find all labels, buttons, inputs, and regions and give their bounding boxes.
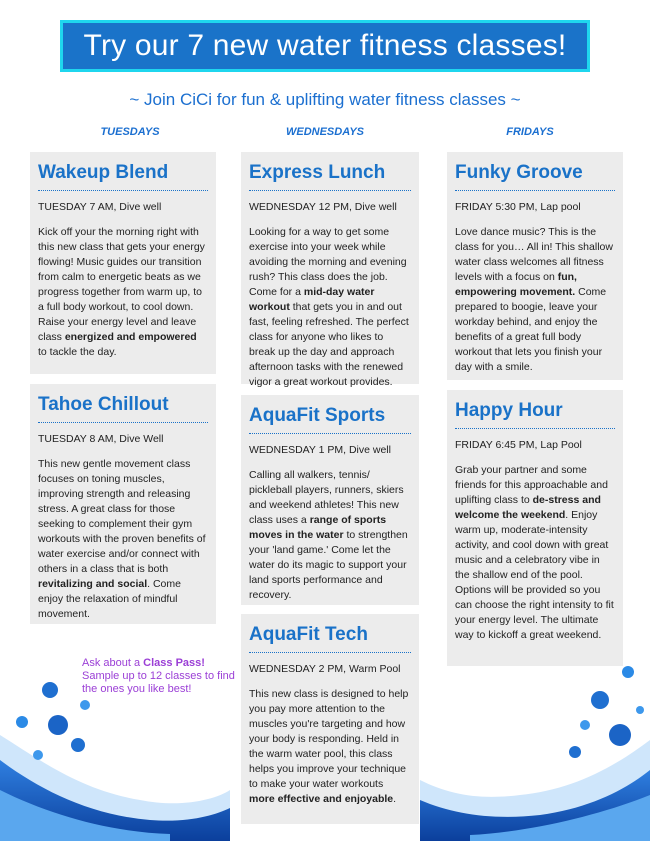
class-card-happy-hour <box>447 390 623 666</box>
class-description <box>38 225 208 360</box>
text-run: Looking for a way to get some exercise into your week while avoiding the morning and evening rush? This class does the job. Come for a <box>249 226 407 298</box>
class-schedule: WEDNESDAY 12 PM, Dive well <box>249 201 397 213</box>
text-run: Come prepared to boogie, leave your workday behind, and enjoy the benefits of a great full body workout that lets you finish your day with a smile. <box>455 286 607 373</box>
text-run: to tackle the day. <box>38 346 117 358</box>
class-description <box>38 457 208 622</box>
class-schedule: TUESDAY 7 AM, Dive well <box>38 201 162 213</box>
emphasis-text: de-stress and welcome the weekend <box>455 494 601 521</box>
class-description <box>249 687 411 807</box>
subtitle: ~ Join CiCi for fun & uplifting water fitness classes ~ <box>129 90 521 109</box>
text-run: Ask about a <box>82 657 144 669</box>
class-schedule: WEDNESDAY 1 PM, Dive well <box>249 444 391 456</box>
class-title: Wakeup Blend <box>38 162 208 191</box>
class-card-tahoe-chillout <box>30 384 216 624</box>
emphasis-text: Class Pass! <box>143 657 205 669</box>
emphasis-text: range of sports moves in the water <box>249 514 387 541</box>
class-card-funky-groove <box>447 152 623 380</box>
class-title: AquaFit Tech <box>249 624 411 653</box>
class-title: AquaFit Sports <box>249 405 411 434</box>
class-card-wakeup-blend <box>30 152 216 374</box>
text-run: This new gentle movement class focuses on toning muscles, improving strength and releasing stress. A great class for those seeking to complement their gym workouts with the proven benefits of water exercise and/or connect with others in a class that is both <box>38 458 206 575</box>
text-run: . <box>393 793 397 805</box>
text-run: Grab your partner and some friends for this approachable and uplifting class to <box>455 464 608 506</box>
class-card-aquafit-tech <box>241 614 419 824</box>
class-description <box>249 468 411 603</box>
emphasis-text: mid-day water workout <box>249 286 375 313</box>
day-header-fridays: FRIDAYS <box>506 126 554 138</box>
text-run: Sample up to 12 classes to find the ones you like best! <box>82 670 235 695</box>
text-run: to strengthen your 'land game.' Come let the water do its magic to support your land sports performance and recovery. <box>249 529 408 601</box>
class-description <box>249 225 411 390</box>
class-card-express-lunch <box>241 152 419 388</box>
class-schedule: FRIDAY 5:30 PM, Lap pool <box>455 201 581 213</box>
banner-title: Try our 7 new water fitness classes! <box>60 20 590 72</box>
class-schedule: TUESDAY 8 AM, Dive Well <box>38 433 164 445</box>
emphasis-text: fun, empowering movement. <box>455 271 577 298</box>
class-title: Happy Hour <box>455 400 615 429</box>
class-description <box>455 463 615 643</box>
text-run: Kick off your the morning right with this new class that gets your energy flowing! Music guides our transition from calm to energetic beats as we progress together from warm up, to a full body workout, to cool down. Raise your energy level and leave class <box>38 226 205 343</box>
class-title: Tahoe Chillout <box>38 394 208 423</box>
emphasis-text: more effective and enjoyable <box>249 793 394 805</box>
text-run: Calling all walkers, tennis/ pickleball players, runners, skiers and weekend athletes! This new class uses a <box>249 469 404 526</box>
day-header-tuesdays: TUESDAYS <box>100 126 160 138</box>
class-card-aquafit-sports <box>241 395 419 605</box>
text-run: . Enjoy warm up, moderate-intensity activity, and cool down with great music and a celebratory vibe in the shallow end of the pool. Options will be provided so you can choose the right intensity to fit your energy level. The ultimate way to kickoff a great weekend. <box>455 509 614 641</box>
class-title: Express Lunch <box>249 162 411 191</box>
class-description <box>455 225 615 375</box>
text-run: This new class is designed to help you pay more attention to the muscles you're targeting and how your body is responding. Held in the warm water pool, this class helps you improve your technique to make your water workouts <box>249 688 409 790</box>
class-schedule: WEDNESDAY 2 PM, Warm Pool <box>249 663 401 675</box>
class-pass-promo <box>82 657 242 696</box>
text-run: Love dance music? This is the class for you… All in! This shallow water class welcomes all fitness levels with a focus on <box>455 226 613 283</box>
emphasis-text: revitalizing and social <box>38 578 148 590</box>
emphasis-text: energized and empowered <box>64 331 197 343</box>
text-run: that gets you in and out fast, feeling refreshed. The perfect class for anyone who likes to break up the day and approach afternoon tasks with the renewed vigor a great workout provides. <box>249 301 409 388</box>
text-run: . Come enjoy the relaxation of mindful movement. <box>38 578 181 620</box>
day-header-wednesdays: WEDNESDAYS <box>285 126 365 138</box>
class-schedule: FRIDAY 6:45 PM, Lap Pool <box>455 439 582 451</box>
class-title: Funky Groove <box>455 162 615 191</box>
